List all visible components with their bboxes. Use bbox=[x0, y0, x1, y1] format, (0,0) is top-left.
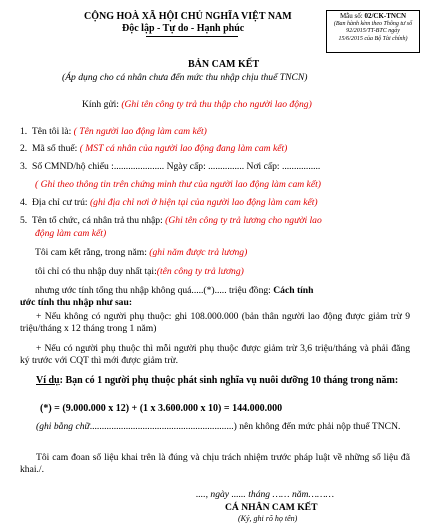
motto-underline bbox=[146, 36, 238, 37]
commit-year-value: (ghi năm được trả lương) bbox=[149, 247, 248, 258]
commit-year: Tôi cam kết rằng, trong năm: (ghi năm được trả lương) bbox=[35, 247, 248, 258]
signature-note: (Ký, ghi rõ họ tên) bbox=[238, 514, 298, 523]
field-name-value: ( Tên người lao động làm cam kết) bbox=[73, 126, 207, 137]
signature-date: ...., ngày ...... tháng …… năm……… bbox=[196, 489, 335, 500]
example-paragraph: Ví dụ: Bạn có 1 người phụ thuộc phát sinh nghĩa vụ nuôi dưỡng 10 tháng trong năm: bbox=[36, 375, 399, 386]
only-income: tôi chỉ có thu nhập duy nhất tại:(tên công ty trả lương) bbox=[35, 266, 244, 277]
form-note-3: 15/6/2015 của Bộ Tài chính) bbox=[338, 35, 408, 42]
in-words-paragraph: (ghi bằng chữ............................................................) nên không đến mức phải nộp thuế TNCN. bbox=[36, 421, 401, 432]
formula: (*) = (9.000.000 x 12) + (1 x 3.600.000 x 10) = 144.000.000 bbox=[40, 403, 283, 414]
recipient-value: (Ghi tên công ty trả thu thập cho người lao động) bbox=[121, 99, 312, 110]
national-motto: Độc lập - Tự do - Hạnh phúc bbox=[122, 23, 245, 34]
example-label: Ví dụ bbox=[36, 375, 60, 386]
field-employer-value: (Ghi tên công ty trả lương cho người lao bbox=[165, 215, 322, 226]
field-address-value: (ghi địa chỉ nơi ở hiện tại của người lao động làm cam kết) bbox=[89, 197, 318, 208]
no-dependent-paragraph: + Nếu không có người phụ thuộc: ghi 108.000.000 (bản thân người lao động được giảm trừ 9 triệu/tháng x 12 tháng trong 1 năm) bbox=[20, 311, 410, 334]
document-subtitle: (Áp dụng cho cá nhân chưa đến mức thu nhập chịu thuế TNCN) bbox=[62, 72, 308, 83]
form-code-box bbox=[326, 10, 420, 53]
form-code-line: Mẫu số: 02/CK-TNCN bbox=[339, 12, 407, 20]
only-income-value: (tên công ty trả lương) bbox=[156, 266, 244, 277]
dependent-paragraph: + Nếu có người phụ thuộc thì mỗi người phụ thuộc được giảm trừ 3,6 triệu/tháng và phải đăng ký trước với CQT thì mới được giảm trừ. bbox=[20, 343, 410, 366]
field-id-card: 3. Số CMND/hộ chiếu :..................... Ngày cấp: ............... Nơi cấp: ................ bbox=[20, 161, 321, 172]
document-title: BẢN CAM KẾT bbox=[188, 59, 260, 70]
field-id-card-note: ( Ghi theo thông tin trên chứng minh thư của người lao động làm cam kết) bbox=[35, 179, 321, 190]
field-name: 1. Tên tôi là: ( Tên người lao động làm cam kết) bbox=[20, 126, 207, 137]
income-estimate-line: nhưng ước tính tổng thu nhập không quá.....(*)..... triệu đồng: Cách tính bbox=[35, 285, 314, 296]
form-note-2: 92/2015/TT-BTC ngày bbox=[346, 28, 400, 35]
recipient-line bbox=[82, 99, 312, 111]
signature-title: CÁ NHÂN CAM KẾT bbox=[225, 502, 318, 513]
field-employer: 5. Tên tổ chức, cá nhân trả thu nhập: (Ghi tên công ty trả lương cho người lao bbox=[20, 215, 322, 226]
income-estimate-method: ước tính thu nhập như sau: bbox=[20, 297, 133, 308]
closing-paragraph: Tôi cam đoan số liệu khai trên là đúng và chịu trách nhiệm trước pháp luật về những số liệu đã khai./. bbox=[20, 452, 410, 475]
form-code: 02/CK-TNCN bbox=[364, 12, 407, 20]
field-employer-value-cont: động làm cam kết) bbox=[35, 228, 107, 239]
recipient-label: Kính gửi: bbox=[82, 99, 122, 110]
field-tax-code-value: ( MST cá nhân của người lao động đang làm cam kết) bbox=[79, 143, 288, 154]
country-name: CỘNG HOÀ XÃ HỘI CHỦ NGHĨA VIỆT NAM bbox=[84, 11, 292, 22]
field-address: 4. Địa chỉ cư trú: (ghi địa chỉ nơi ở hiện tại của người lao động làm cam kết) bbox=[20, 197, 318, 208]
form-note-1: (Ban hành kèm theo Thông tư số bbox=[333, 20, 413, 27]
field-tax-code: 2. Mã số thuế: ( MST cá nhân của người lao động đang làm cam kết) bbox=[20, 143, 288, 154]
